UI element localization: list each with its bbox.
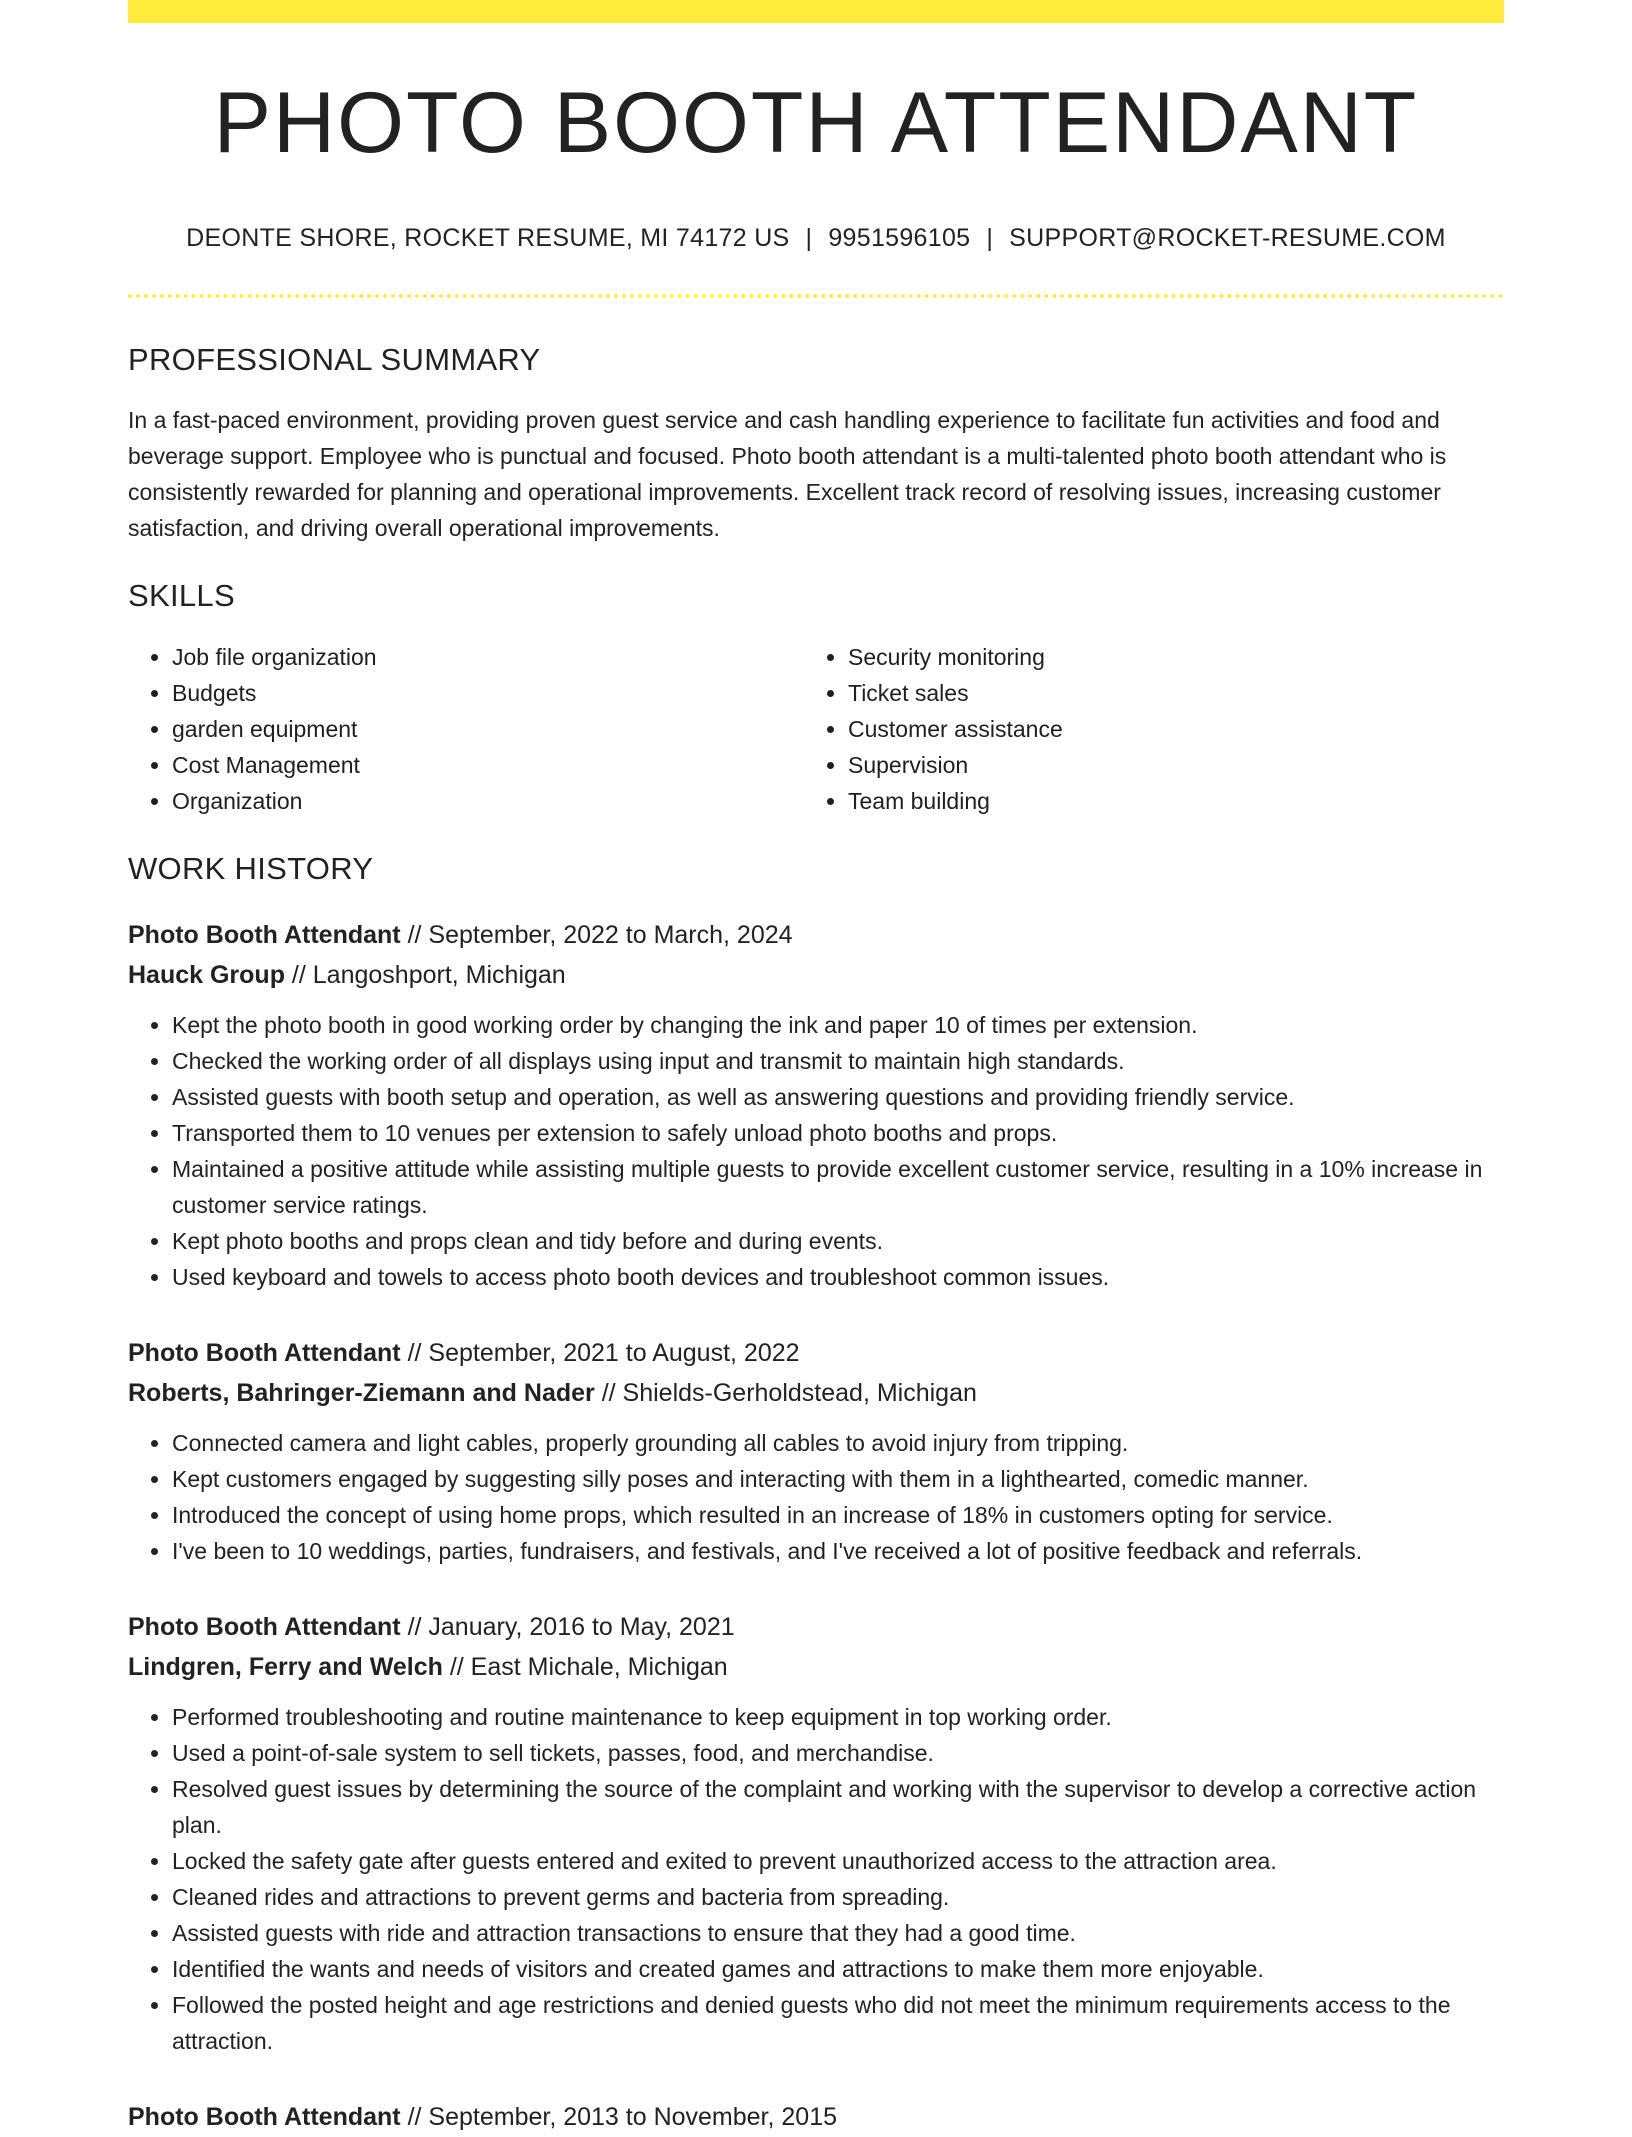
job-title: Photo Booth Attendant: [128, 1339, 401, 1367]
skill-item: • Customer assistance: [848, 711, 1480, 747]
contact-address: DEONTE SHORE, ROCKET RESUME, MI 74172 US: [186, 224, 790, 252]
skill-item: • Job file organization: [172, 639, 804, 675]
job-bullet: • Assisted guests with ride and attraction transactions to ensure that they had a good time.: [172, 1915, 1504, 1951]
skill-item: • Team building: [848, 783, 1480, 819]
skill-item: • Ticket sales: [848, 675, 1480, 711]
job-bullet: • Followed the posted height and age restrictions and denied guests who did not meet the minimum requirements access to the attraction.: [172, 1987, 1504, 2059]
job-bullet: • Connected camera and light cables, properly grounding all cables to avoid injury from tripping.: [172, 1425, 1504, 1461]
skill-item: • Security monitoring: [848, 639, 1480, 675]
work-history-list: [128, 915, 1504, 2137]
job-company-line: [128, 1647, 1504, 1687]
job-company: Roberts, Bahringer-Ziemann and Nader: [128, 1379, 595, 1407]
job-title: Photo Booth Attendant: [128, 921, 401, 949]
job-bullet: • I've been to 10 weddings, parties, fundraisers, and festivals, and I've received a lot of positive feedback and referrals.: [172, 1533, 1504, 1569]
contact-phone: 9951596105: [828, 224, 971, 252]
job-title-line: [128, 1607, 1504, 1647]
job-dates: // September, 2022 to March, 2024: [400, 921, 793, 949]
job-title: Photo Booth Attendant: [128, 2103, 401, 2131]
job-bullet: • Used a point-of-sale system to sell tickets, passes, food, and merchandise.: [172, 1735, 1504, 1771]
skills-heading: SKILLS: [128, 578, 235, 613]
job-bullet: • Maintained a positive attitude while assisting multiple guests to provide excellent customer service, resulting in a 10% increase in customer service ratings.: [172, 1151, 1504, 1223]
job-bullets: [128, 1425, 1504, 1569]
skills-columns: [128, 639, 1504, 819]
top-accent-bar: [128, 0, 1504, 23]
job-bullet: • Checked the working order of all displays using input and transmit to maintain high standards.: [172, 1043, 1504, 1079]
contact-email: SUPPORT@ROCKET-RESUME.COM: [1009, 224, 1446, 252]
resume-title: PHOTO BOOTH ATTENDANT: [213, 75, 1419, 171]
job-bullet: • Kept the photo booth in good working order by changing the ink and paper 10 of times per extension.: [172, 1007, 1504, 1043]
job-bullet: • Resolved guest issues by determining the source of the complaint and working with the supervisor to develop a corrective action plan.: [172, 1771, 1504, 1843]
skills-right-list: [804, 639, 1480, 819]
job-bullet: • Kept customers engaged by suggesting silly poses and interacting with them in a lighthearted, comedic manner.: [172, 1461, 1504, 1497]
job-company-line: [128, 955, 1504, 995]
skills-left-list: [128, 639, 804, 819]
job-bullet: • Transported them to 10 venues per extension to safely unload photo booths and props.: [172, 1115, 1504, 1151]
job-bullet: • Kept photo booths and props clean and tidy before and during events.: [172, 1223, 1504, 1259]
job-company: Lindgren, Ferry and Welch: [128, 1653, 443, 1681]
skill-item: • Supervision: [848, 747, 1480, 783]
resume-content: [128, 0, 1504, 2137]
skill-item: • Cost Management: [172, 747, 804, 783]
job-company: Hauck Group: [128, 961, 285, 989]
job-title-line: [128, 915, 1504, 955]
contact-separator: |: [986, 224, 994, 252]
job-dates: // September, 2021 to August, 2022: [400, 1339, 800, 1367]
job-title-line: [128, 2097, 1504, 2137]
job-bullets: [128, 1699, 1504, 2059]
job-location: // East Michale, Michigan: [442, 1653, 728, 1681]
summary-text: In a fast-paced environment, providing proven guest service and cash handling experience to facilitate fun activities and food and beverage support. Employee who is punctual and focused. Photo booth attendant is a multi-talented photo booth attendant who is consistently rewarded for planning and operational improvements. Excellent track record of resolving issues, increasing customer satisfaction, and driving overall operational improvements.: [128, 407, 1447, 541]
contact-line: [128, 224, 1504, 253]
skill-item: • Budgets: [172, 675, 804, 711]
job-title-line: [128, 1333, 1504, 1373]
job-bullet: • Cleaned rides and attractions to prevent germs and bacteria from spreading.: [172, 1879, 1504, 1915]
job-bullet: • Locked the safety gate after guests entered and exited to prevent unauthorized access to the attraction area.: [172, 1843, 1504, 1879]
summary-heading: PROFESSIONAL SUMMARY: [128, 342, 541, 377]
contact-separator: |: [805, 224, 813, 252]
job-entry: [128, 1333, 1504, 1569]
skill-item: • Organization: [172, 783, 804, 819]
job-entry: [128, 915, 1504, 1295]
job-bullet: • Assisted guests with booth setup and operation, as well as answering questions and providing friendly service.: [172, 1079, 1504, 1115]
job-location: // Langoshport, Michigan: [284, 961, 566, 989]
work-history-heading: WORK HISTORY: [128, 851, 374, 886]
job-location: // Shields-Gerholdstead, Michigan: [594, 1379, 977, 1407]
job-bullets: [128, 1007, 1504, 1295]
job-dates: // September, 2013 to November, 2015: [400, 2103, 838, 2131]
job-bullet: • Identified the wants and needs of visitors and created games and attractions to make them more enjoyable.: [172, 1951, 1504, 1987]
job-bullet: • Introduced the concept of using home props, which resulted in an increase of 18% in customers opting for service.: [172, 1497, 1504, 1533]
job-entry: [128, 2097, 1504, 2137]
job-bullet: • Performed troubleshooting and routine maintenance to keep equipment in top working order.: [172, 1699, 1504, 1735]
job-dates: // January, 2016 to May, 2021: [400, 1613, 735, 1641]
job-title: Photo Booth Attendant: [128, 1613, 401, 1641]
job-company-line: [128, 1373, 1504, 1413]
job-entry: [128, 1607, 1504, 2059]
job-bullet: • Used keyboard and towels to access photo booth devices and troubleshoot common issues.: [172, 1259, 1504, 1295]
dotted-divider: [128, 294, 1504, 298]
skill-item: • garden equipment: [172, 711, 804, 747]
